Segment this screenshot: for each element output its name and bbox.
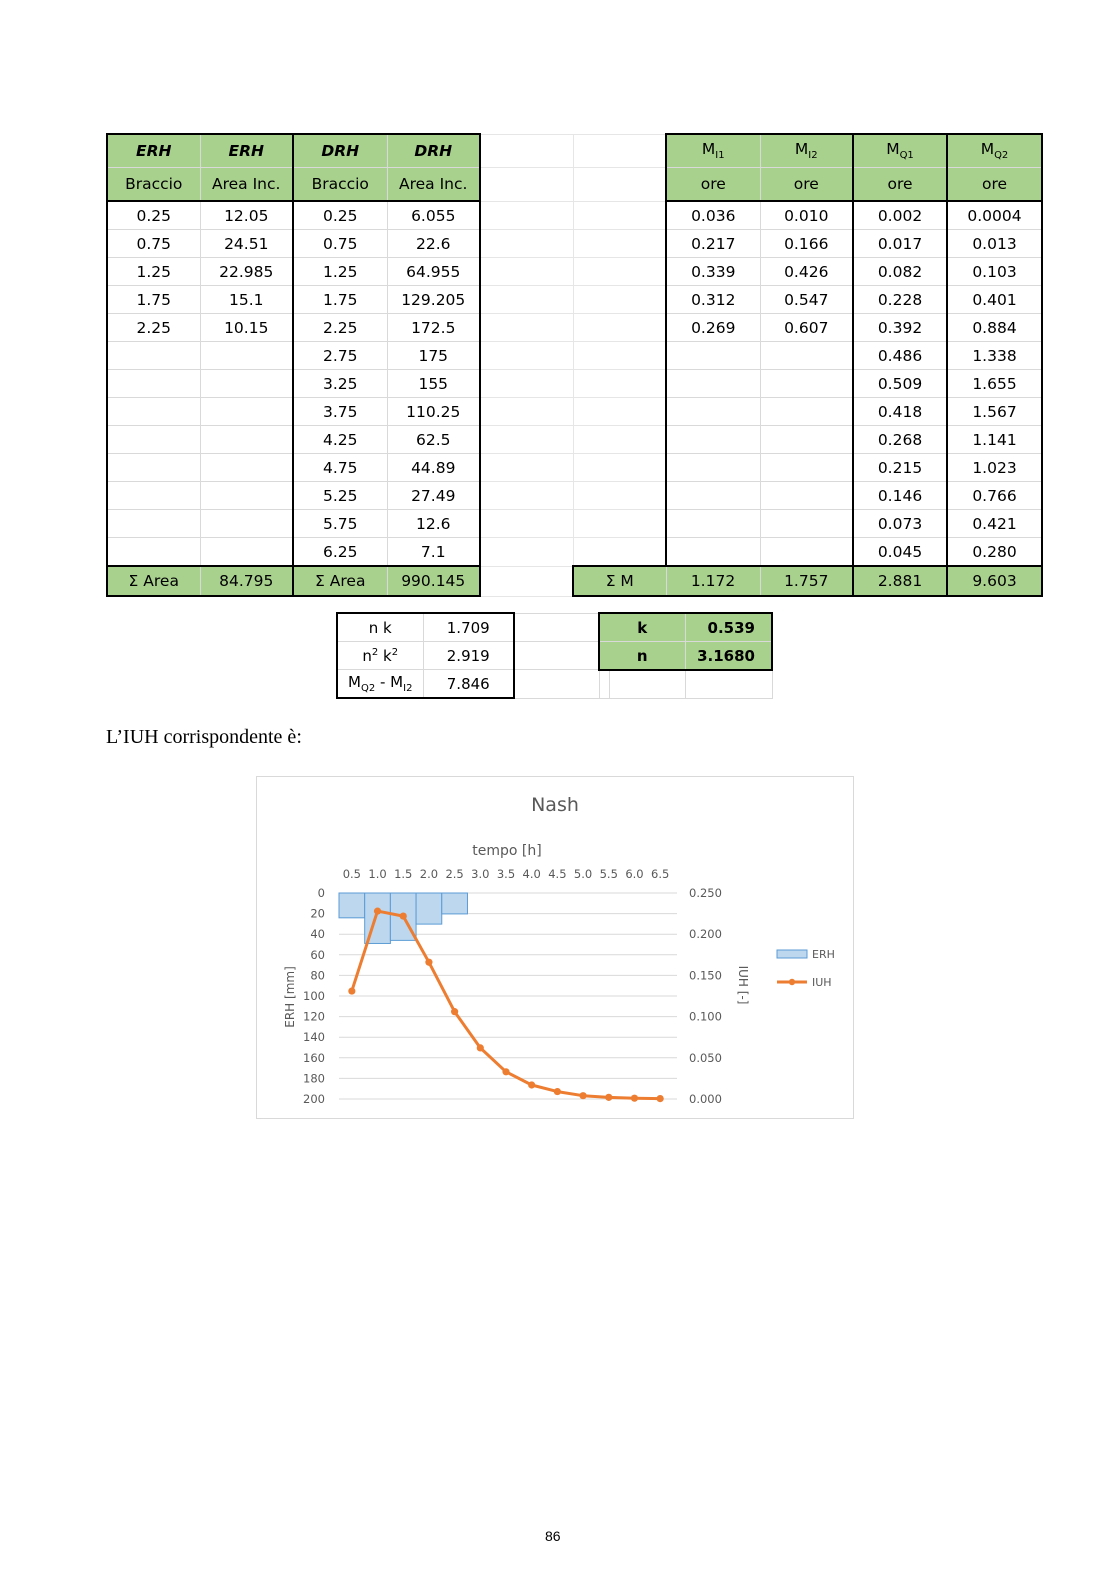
cell-mq2: 0.280 (947, 538, 1042, 567)
header-row-1 (107, 134, 1042, 168)
drh-total-label: Σ Area (293, 566, 387, 596)
cell-mq1: 0.268 (853, 426, 947, 454)
cell-erh-area: 15.1 (200, 286, 293, 314)
empty-cell (480, 426, 573, 454)
empty-cell (480, 482, 573, 510)
cell-erh-braccio: 0.25 (107, 201, 200, 230)
table-row (107, 342, 1042, 370)
empty-cell (685, 670, 772, 699)
table-row (107, 258, 1042, 286)
cell-drh-area: 22.6 (387, 230, 480, 258)
cell-drh-braccio: 6.25 (293, 538, 387, 567)
cell-mi1 (666, 538, 760, 567)
table-row (107, 454, 1042, 482)
cell-drh-area: 7.1 (387, 538, 480, 567)
legend-iuh-label: IUH (812, 976, 832, 989)
cell-drh-area: 44.89 (387, 454, 480, 482)
cell-mq2: 0.013 (947, 230, 1042, 258)
cell-drh-area: 27.49 (387, 482, 480, 510)
cell-mi1: 0.312 (666, 286, 760, 314)
x2-tick-label: 3.5 (496, 867, 516, 881)
kn-table (598, 612, 773, 699)
mq1-total-value: 2.881 (853, 566, 947, 596)
empty-cell (480, 168, 573, 202)
iuh-point (451, 1008, 458, 1015)
cell-drh-braccio: 1.25 (293, 258, 387, 286)
chart-svg (257, 777, 853, 1118)
cell-mq1: 0.509 (853, 370, 947, 398)
legend-erh-swatch (777, 950, 807, 958)
legend-iuh-marker (789, 979, 795, 985)
mi1-total-value: 1.172 (666, 566, 760, 596)
cell-mq1: 0.392 (853, 314, 947, 342)
x2-tick-label: 0.5 (342, 867, 361, 881)
empty-cell (573, 134, 666, 168)
cell-mi2: 0.010 (760, 201, 853, 230)
y-tick-label: 140 (303, 1030, 325, 1045)
empty-cell (573, 168, 666, 202)
cell-erh-area (200, 370, 293, 398)
cell-mq1: 0.215 (853, 454, 947, 482)
cell-erh-braccio: 1.75 (107, 286, 200, 314)
nk-row (337, 613, 609, 642)
cell-mq2: 1.023 (947, 454, 1042, 482)
cell-erh-area: 10.15 (200, 314, 293, 342)
x2-tick-label: 5.0 (573, 867, 593, 881)
col-drh-area-title: DRH (387, 134, 480, 168)
cell-mq1: 0.002 (853, 201, 947, 230)
iuh-point (477, 1044, 484, 1051)
table-row (107, 398, 1042, 426)
x2-tick-label: 6.5 (651, 867, 670, 881)
k-label: k (599, 613, 685, 642)
y2-tick-label: 0.000 (689, 1092, 722, 1106)
y2-tick-label: 0.100 (689, 1009, 722, 1024)
col-mq1-unit: ore (853, 168, 947, 202)
cell-erh-braccio (107, 398, 200, 426)
erh-total-value: 84.795 (200, 566, 293, 596)
x2-tick-label: 4.0 (522, 867, 541, 881)
y-axis-label: ERH [mm] (283, 966, 297, 1028)
cell-mi2 (760, 426, 853, 454)
cell-mi2 (760, 510, 853, 538)
erh-bar (339, 893, 365, 918)
empty-cell (480, 286, 573, 314)
empty-cell (573, 286, 666, 314)
cell-mq2: 0.0004 (947, 201, 1042, 230)
cell-mi2 (760, 538, 853, 567)
y-tick-label: 100 (303, 989, 325, 1003)
empty-cell (480, 258, 573, 286)
cell-mi1: 0.036 (666, 201, 760, 230)
cell-drh-braccio: 5.75 (293, 510, 387, 538)
page-number: 86 (545, 1528, 561, 1544)
cell-erh-braccio (107, 342, 200, 370)
col-drh-braccio-header: Braccio (293, 168, 387, 202)
cell-mq2: 1.567 (947, 398, 1042, 426)
x2-tick-label: 3.0 (471, 867, 490, 881)
cell-mi2 (760, 342, 853, 370)
cell-mi2 (760, 454, 853, 482)
x2-tick-label: 5.5 (599, 867, 618, 881)
cell-drh-area: 110.25 (387, 398, 480, 426)
empty-cell (573, 258, 666, 286)
cell-mq1: 0.486 (853, 342, 947, 370)
cell-mi1: 0.217 (666, 230, 760, 258)
empty-cell (514, 642, 609, 670)
cell-drh-area: 172.5 (387, 314, 480, 342)
col-erh-area-header: Area Inc. (200, 168, 293, 202)
col-erh-braccio-header: Braccio (107, 168, 200, 202)
cell-mq2: 0.884 (947, 314, 1042, 342)
x2-tick-label: 4.5 (548, 867, 567, 881)
x2-tick-label: 1.0 (368, 867, 387, 881)
iuh-point (502, 1068, 509, 1075)
cell-mi1: 0.269 (666, 314, 760, 342)
empty-cell (514, 670, 609, 699)
cell-drh-braccio: 5.25 (293, 482, 387, 510)
cell-drh-braccio: 2.25 (293, 314, 387, 342)
table-row (107, 482, 1042, 510)
cell-drh-area: 6.055 (387, 201, 480, 230)
y-tick-label: 20 (310, 906, 325, 921)
col-erh-area-title: ERH (200, 134, 293, 168)
cell-mi1 (666, 370, 760, 398)
cell-mi2 (760, 482, 853, 510)
cell-mi2: 0.166 (760, 230, 853, 258)
y2-tick-label: 0.150 (689, 968, 722, 983)
chart-title: Nash (531, 794, 579, 816)
mq2-mi2-value: 7.846 (423, 670, 514, 699)
empty-cell (573, 201, 666, 230)
cell-mi1: 0.339 (666, 258, 760, 286)
cell-mi2: 0.607 (760, 314, 853, 342)
y-tick-label: 80 (310, 968, 325, 983)
nk-table (336, 612, 610, 699)
cell-drh-area: 175 (387, 342, 480, 370)
cell-erh-area (200, 426, 293, 454)
cell-erh-braccio: 2.25 (107, 314, 200, 342)
iuh-point (528, 1081, 535, 1088)
cell-drh-braccio: 2.75 (293, 342, 387, 370)
cell-mq1: 0.228 (853, 286, 947, 314)
nk-value: 1.709 (423, 613, 514, 642)
cell-mi2: 0.547 (760, 286, 853, 314)
table-row (107, 201, 1042, 230)
y-tick-label: 180 (303, 1071, 325, 1086)
cell-drh-area: 12.6 (387, 510, 480, 538)
cell-drh-braccio: 3.25 (293, 370, 387, 398)
cell-drh-area: 64.955 (387, 258, 480, 286)
table-row (107, 426, 1042, 454)
chart-caption: L’IUH corrispondente è: (106, 726, 302, 748)
col-mq1-title: $M_{Q1}$ (853, 134, 947, 168)
legend (777, 948, 835, 989)
cell-erh-area (200, 510, 293, 538)
table-row (107, 510, 1042, 538)
iuh-point (631, 1095, 638, 1102)
n2k2-row (337, 642, 609, 670)
n-value: 3.1680 (685, 642, 772, 671)
empty-cell (573, 370, 666, 398)
y-tick-label: 120 (303, 1009, 325, 1024)
cell-erh-area: 12.05 (200, 201, 293, 230)
empty-cell (573, 398, 666, 426)
cell-erh-area (200, 398, 293, 426)
cell-drh-braccio: 3.75 (293, 398, 387, 426)
cell-mq1: 0.073 (853, 510, 947, 538)
cell-mq2: 1.338 (947, 342, 1042, 370)
col-drh-area-header: Area Inc. (387, 168, 480, 202)
nash-chart (256, 776, 854, 1119)
y-tick-label: 160 (303, 1050, 325, 1065)
cell-mi2 (760, 370, 853, 398)
cell-erh-braccio (107, 454, 200, 482)
y-tick-label: 60 (310, 947, 325, 962)
cell-mi1 (666, 426, 760, 454)
empty-cell (480, 201, 573, 230)
empty-cell (599, 670, 685, 699)
main-data-table (106, 133, 1043, 597)
cell-mi1 (666, 398, 760, 426)
empty-cell (573, 342, 666, 370)
cell-erh-braccio (107, 510, 200, 538)
moments-total-label: Σ M (573, 566, 666, 596)
col-mi2-unit: ore (760, 168, 853, 202)
cell-erh-area: 22.985 (200, 258, 293, 286)
erh-total-label: Σ Area (107, 566, 200, 596)
erh-bar (416, 893, 442, 924)
mq2-total-value: 9.603 (947, 566, 1042, 596)
cell-mq2: 1.141 (947, 426, 1042, 454)
cell-erh-braccio (107, 482, 200, 510)
empty-cell (480, 538, 573, 567)
empty-cell (573, 426, 666, 454)
iuh-point (554, 1088, 561, 1095)
table-row (107, 230, 1042, 258)
mq2-mi2-row (337, 670, 609, 699)
n2k2-label: $n^2$ $k^2$ (337, 642, 423, 670)
cell-mi2 (760, 398, 853, 426)
empty-cell (480, 398, 573, 426)
cell-mq1: 0.418 (853, 398, 947, 426)
cell-erh-braccio: 1.25 (107, 258, 200, 286)
cell-drh-braccio: 0.25 (293, 201, 387, 230)
empty-cell (573, 454, 666, 482)
nk-label: n k (337, 613, 423, 642)
cell-erh-area (200, 538, 293, 567)
cell-mq2: 0.421 (947, 510, 1042, 538)
y-tick-label: 0 (317, 886, 325, 900)
empty-cell (480, 370, 573, 398)
x2-tick-label: 2.5 (445, 867, 464, 881)
empty-cell (514, 613, 609, 642)
cell-erh-area (200, 342, 293, 370)
totals-row (107, 566, 1042, 596)
legend-erh-label: ERH (812, 948, 835, 961)
y2-axis-label: IUH [-] (736, 965, 750, 1005)
iuh-point (400, 912, 407, 919)
empty-cell (480, 454, 573, 482)
empty-cell (573, 510, 666, 538)
empty-cell (573, 230, 666, 258)
mq2-mi2-label: $M_{Q2} - M_{I2}$ (337, 670, 423, 699)
col-mi1-unit: ore (666, 168, 760, 202)
table-row (107, 538, 1042, 567)
empty-cell (480, 134, 573, 168)
empty-cell (480, 510, 573, 538)
iuh-point (374, 908, 381, 915)
col-mi2-title: $M_{I2}$ (760, 134, 853, 168)
header-row-2 (107, 168, 1042, 202)
iuh-point (348, 987, 355, 994)
cell-erh-braccio: 0.75 (107, 230, 200, 258)
iuh-point (605, 1094, 612, 1101)
cell-drh-braccio: 4.25 (293, 426, 387, 454)
empty-cell (573, 538, 666, 567)
n-label: n (599, 642, 685, 671)
cell-mi1 (666, 342, 760, 370)
empty-row (599, 670, 772, 699)
col-erh-braccio-title: ERH (107, 134, 200, 168)
cell-mi1 (666, 510, 760, 538)
table-row (107, 314, 1042, 342)
mi2-total-value: 1.757 (760, 566, 853, 596)
cell-erh-braccio (107, 538, 200, 567)
y-tick-label: 200 (303, 1092, 325, 1106)
y2-tick-label: 0.200 (689, 927, 722, 942)
cell-mq2: 1.655 (947, 370, 1042, 398)
cell-drh-braccio: 4.75 (293, 454, 387, 482)
table-row (107, 286, 1042, 314)
cell-erh-braccio (107, 426, 200, 454)
cell-mi1 (666, 454, 760, 482)
iuh-point (579, 1092, 586, 1099)
cell-erh-area (200, 454, 293, 482)
col-mq2-title: $M_{Q2}$ (947, 134, 1042, 168)
cell-erh-braccio (107, 370, 200, 398)
cell-mq2: 0.103 (947, 258, 1042, 286)
y-tick-label: 40 (310, 927, 325, 942)
iuh-point (425, 959, 432, 966)
cell-mq1: 0.045 (853, 538, 947, 567)
cell-mq1: 0.082 (853, 258, 947, 286)
cell-drh-area: 155 (387, 370, 480, 398)
cell-erh-area (200, 482, 293, 510)
empty-cell (573, 482, 666, 510)
col-mq2-unit: ore (947, 168, 1042, 202)
cell-drh-braccio: 1.75 (293, 286, 387, 314)
cell-erh-area: 24.51 (200, 230, 293, 258)
empty-cell (573, 314, 666, 342)
x2-tick-label: 6.0 (625, 867, 644, 881)
empty-cell (480, 566, 573, 596)
cell-mq2: 0.766 (947, 482, 1042, 510)
cell-mi2: 0.426 (760, 258, 853, 286)
x2-axis-label: tempo [h] (472, 843, 542, 859)
k-value: 0.539 (685, 613, 772, 642)
cell-mq2: 0.401 (947, 286, 1042, 314)
cell-drh-area: 62.5 (387, 426, 480, 454)
n-row (599, 642, 772, 671)
k-row (599, 613, 772, 642)
cell-mi1 (666, 482, 760, 510)
table-row (107, 370, 1042, 398)
cell-mq1: 0.017 (853, 230, 947, 258)
empty-cell (480, 314, 573, 342)
empty-cell (480, 342, 573, 370)
iuh-point (657, 1095, 664, 1102)
x2-tick-label: 2.0 (419, 867, 439, 881)
drh-total-value: 990.145 (387, 566, 480, 596)
col-drh-braccio-title: DRH (293, 134, 387, 168)
empty-cell (480, 230, 573, 258)
n2k2-value: 2.919 (423, 642, 514, 670)
cell-drh-braccio: 0.75 (293, 230, 387, 258)
col-mi1-title: $M_{I1}$ (666, 134, 760, 168)
cell-drh-area: 129.205 (387, 286, 480, 314)
x2-tick-label: 1.5 (394, 867, 413, 881)
y2-tick-label: 0.050 (689, 1050, 722, 1065)
cell-mq1: 0.146 (853, 482, 947, 510)
y2-tick-label: 0.250 (689, 886, 722, 900)
erh-bar (442, 893, 468, 914)
